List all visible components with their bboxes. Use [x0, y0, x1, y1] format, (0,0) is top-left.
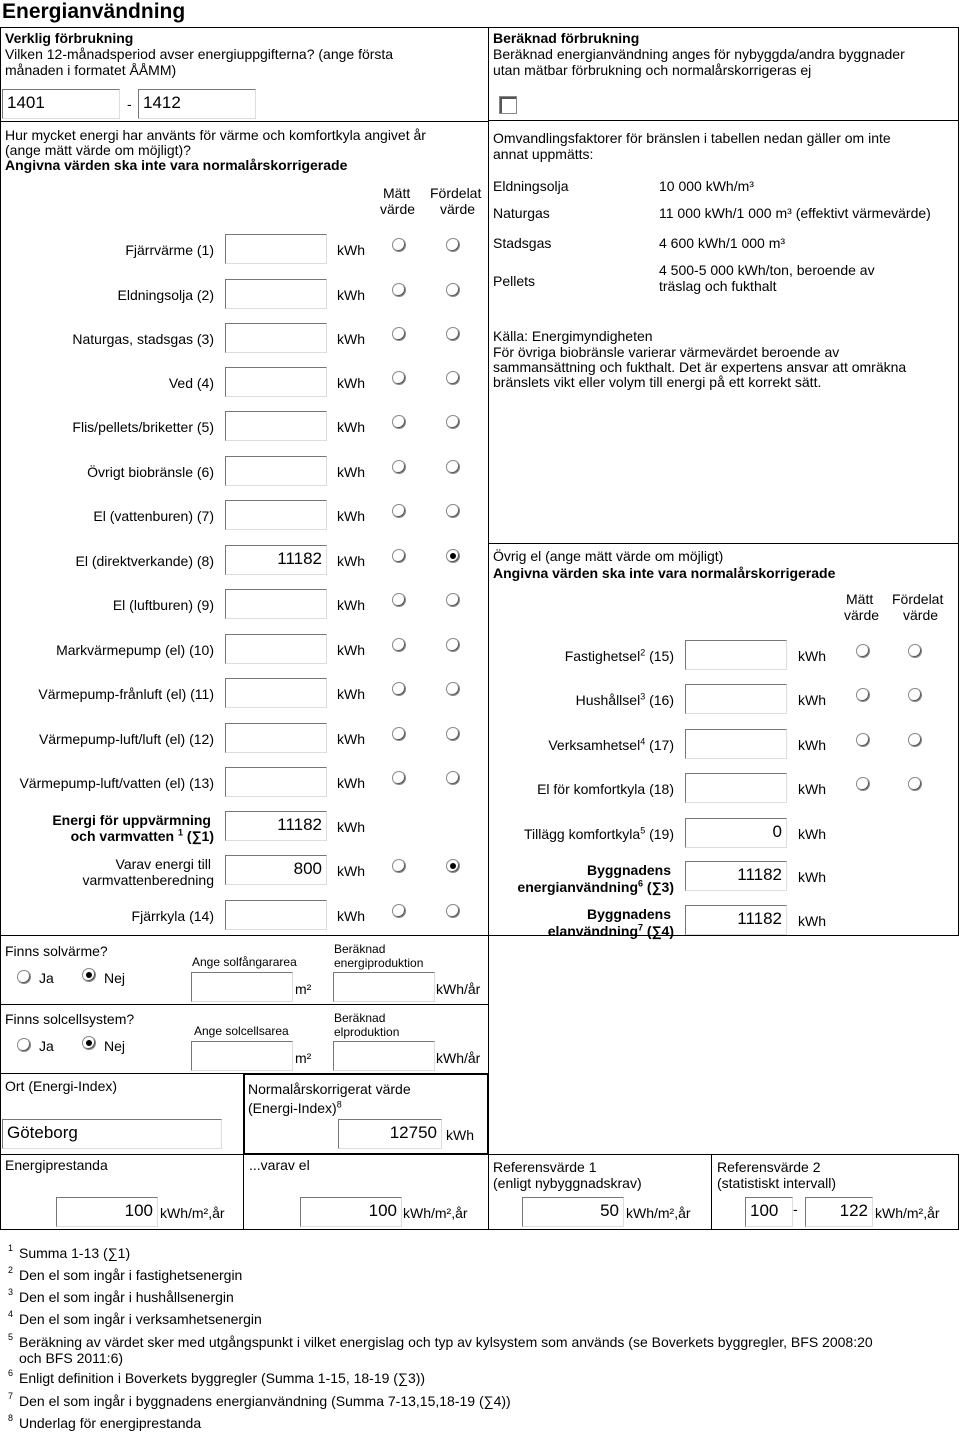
distributed-radio[interactable] [908, 688, 922, 702]
measured-radio[interactable] [856, 688, 870, 702]
col-measured: Mätt [383, 185, 411, 201]
measured-radio[interactable] [392, 727, 406, 741]
pv-question: Finns solcellsystem? [5, 1011, 135, 1027]
usage-question-2: (ange mätt värde om möjligt)? [5, 142, 191, 158]
pv-area-input[interactable] [191, 1041, 293, 1071]
ref1-unit: kWh/m²,år [626, 1205, 691, 1221]
building-el-label-2: elanvändning$^7$ (∑4) [547, 922, 674, 939]
other-row-label: Verksamhetsel$^4$ (17) [548, 736, 674, 753]
comfort-cooling-label: Tillägg komfortkyla$^5$ (19) [524, 825, 674, 842]
ref1-value: 50 [522, 1197, 624, 1227]
distributed-radio[interactable] [446, 371, 460, 385]
row-label: Övrigt biobränsle (6) [87, 464, 214, 480]
performance-el-label: ...varav el [249, 1157, 310, 1173]
pv-no-radio[interactable] [82, 1036, 96, 1050]
other-el-heading: Övrig el (ange mätt värde om möjligt) [493, 548, 724, 564]
col-distributed: Fördelat [430, 185, 482, 201]
other-el-note: Angivna värden ska inte vara normalårskorrigerade [493, 565, 836, 581]
pv-no-label: Nej [104, 1038, 126, 1054]
hotwater-value-input[interactable]: 800 [225, 855, 327, 885]
pv-yes-label: Ja [39, 1038, 54, 1054]
measured-radio[interactable] [392, 549, 406, 563]
pv-yes-radio[interactable] [17, 1038, 31, 1052]
distributed-radio[interactable] [446, 727, 460, 741]
source-line: Källa: Energimyndigheten [493, 328, 653, 344]
unit-label: kWh [337, 331, 365, 347]
solar-heat-yes-label: Ja [39, 970, 54, 986]
usage-note: Angivna värden ska inte vara normalårskorrigerade [5, 157, 348, 173]
measured-radio[interactable] [392, 593, 406, 607]
cooling-value-input[interactable] [225, 900, 327, 930]
page-title: Energianvändning [2, 0, 186, 23]
sum-heating-value: 11182 [225, 811, 327, 841]
row-label: Flis/pellets/briketter (5) [72, 419, 214, 435]
normal-year-label-2: (Energi-Index)$^8$ [248, 1099, 342, 1116]
building-el-label: Byggnadens [586, 906, 671, 922]
sum-heating-label: Energi för uppvärmning [52, 812, 211, 828]
unit-label: kWh [337, 819, 365, 835]
distributed-radio[interactable] [908, 733, 922, 747]
ref2-to-value: 122 [805, 1197, 873, 1227]
factor-value-2: träslag och fukthalt [659, 278, 777, 294]
row-value-input[interactable] [225, 767, 327, 797]
comfort-cooling-input[interactable]: 0 [685, 818, 787, 848]
unit-label: kWh [798, 781, 826, 797]
source-line: För övriga biobränsle varierar värmevärdet beroende av [493, 344, 840, 360]
ref1-label-2: (enligt nybyggnadskrav) [493, 1175, 642, 1191]
pv-prod-input[interactable] [333, 1041, 435, 1071]
distributed-radio[interactable] [446, 460, 460, 474]
building-energy-label: Byggnadens [586, 862, 671, 878]
unit-label: kWh [337, 686, 365, 702]
row-value-input[interactable] [225, 279, 327, 309]
other-row-label: Fastighetsel$^2$ (15) [564, 647, 674, 664]
calculated-desc-2: utan mätbar förbrukning och normalårskorrigeras ej [493, 62, 812, 78]
unit-label: kWh [798, 826, 826, 842]
performance-el-value: 100 [300, 1197, 402, 1227]
unit-label: kWh [337, 642, 365, 658]
pv-area-label: Ange solcellsarea [194, 1024, 289, 1038]
sum-heating-label-2: och varmvatten $^1$ (∑1) [70, 827, 214, 844]
row-value-input[interactable] [225, 323, 327, 353]
building-energy-value: 11182 [685, 861, 787, 891]
unit-label: kWh [337, 242, 365, 258]
distributed-radio[interactable] [908, 777, 922, 791]
unit-label: kWh [337, 775, 365, 791]
period-from-input[interactable]: 1401 [2, 89, 120, 119]
measured-radio[interactable] [392, 504, 406, 518]
solar-prod-unit: kWh/år [436, 981, 481, 997]
unit-label: kWh [337, 597, 365, 613]
row-label: El (luftburen) (9) [112, 597, 214, 613]
unit-label: kWh [337, 419, 365, 435]
measured-radio[interactable] [392, 682, 406, 696]
cooling-measured-radio[interactable] [392, 904, 406, 918]
solar-area-label: Ange solfångararea [192, 955, 297, 969]
pv-prod-unit: kWh/år [436, 1050, 481, 1066]
location-input[interactable]: Göteborg [2, 1119, 222, 1149]
row-label: Värmepump-frånluft (el) (11) [38, 686, 214, 702]
other-row-input[interactable] [685, 684, 787, 714]
solar-prod-label-2: energiproduktion [334, 956, 424, 970]
row-value-input[interactable] [225, 411, 327, 441]
unit-label: kWh [337, 375, 365, 391]
source-line: bränslets vikt eller volym till energi på ett korrekt sätt. [493, 374, 822, 390]
unit-label: kWh [337, 731, 365, 747]
building-el-value: 11182 [685, 905, 787, 935]
row-label: Markvärmepump (el) (10) [56, 642, 214, 658]
row-value-input[interactable] [225, 234, 327, 264]
distributed-radio[interactable] [446, 638, 460, 652]
ref2-label-2: (statistiskt intervall) [717, 1175, 837, 1191]
solar-area-input[interactable] [191, 972, 293, 1002]
pv-area-unit: m² [295, 1050, 312, 1066]
row-value-input[interactable] [225, 634, 327, 664]
solar-heat-no-radio[interactable] [82, 968, 96, 982]
source-line: sammansättning och fukthalt. Det är expertens ansvar att omräkna [493, 359, 907, 375]
measured-radio[interactable] [392, 771, 406, 785]
factor-fuel: Pellets [493, 273, 536, 289]
unit-label: kWh [337, 287, 365, 303]
other-col-measured: Mätt [846, 591, 874, 607]
factor-fuel: Eldningsolja [493, 178, 569, 194]
row-label: Naturgas, stadsgas (3) [72, 331, 214, 347]
period-question: Vilken 12-månadsperiod avser energiuppgifterna? (ange första [5, 46, 394, 62]
measured-radio[interactable] [392, 327, 406, 341]
row-value-input[interactable] [225, 589, 327, 619]
row-value-input[interactable] [225, 678, 327, 708]
normal-year-label: Normalårskorrigerat värde [248, 1081, 411, 1097]
factors-intro: Omvandlingsfaktorer för bränslen i tabellen nedan gäller om inte [493, 130, 891, 146]
cooling-label: Fjärrkyla (14) [131, 908, 214, 924]
performance-label: Energiprestanda [5, 1157, 108, 1173]
row-label: Eldningsolja (2) [117, 287, 214, 303]
unit-label: kWh [798, 737, 826, 753]
row-label: Fjärrvärme (1) [125, 242, 214, 258]
period-to-input[interactable]: 1412 [138, 89, 256, 119]
period-question-2: månaden i formatet ÅÅMM) [5, 62, 177, 78]
hotwater-label: Varav energi till [115, 856, 211, 872]
ref2-unit: kWh/m²,år [875, 1205, 940, 1221]
hotwater-measured-radio[interactable] [392, 859, 406, 873]
unit-label: kWh [798, 913, 826, 929]
building-energy-label-2: energianvändning$^6$ (∑3) [517, 878, 674, 895]
measured-radio[interactable] [392, 238, 406, 252]
unit-label: kWh [337, 863, 365, 879]
row-label: El (vattenburen) (7) [93, 508, 214, 524]
measured-radio[interactable] [856, 777, 870, 791]
row-label: Värmepump-luft/luft (el) (12) [38, 731, 214, 747]
ref2-separator: - [793, 1201, 798, 1217]
ref1-label: Referensvärde 1 [493, 1159, 597, 1175]
unit-label: kWh [798, 692, 826, 708]
other-row-input[interactable] [685, 640, 787, 670]
factor-value: 11 000 kWh/1 000 m³ (effektivt värmevärde) [659, 205, 931, 221]
solar-prod-input[interactable] [333, 972, 435, 1002]
calculated-heading: Beräknad förbrukning [493, 30, 640, 46]
measured-radio[interactable] [392, 371, 406, 385]
measured-radio[interactable] [856, 644, 870, 658]
pv-prod-label-2: elproduktion [334, 1025, 400, 1039]
ref2-label: Referensvärde 2 [717, 1159, 821, 1175]
solar-heat-yes-radio[interactable] [17, 970, 31, 984]
other-row-input[interactable] [685, 729, 787, 759]
distributed-radio[interactable] [446, 682, 460, 696]
calculated-desc: Beräknad energianvändning anges för nybyggda/andra byggnader [493, 46, 905, 62]
factors-intro-2: annat uppmätts: [493, 146, 594, 162]
actual-heading: Verklig förbrukning [5, 30, 134, 46]
row-label: Värmepump-luft/vatten (el) (13) [19, 775, 214, 791]
row-value-input[interactable] [225, 723, 327, 753]
distributed-radio[interactable] [446, 771, 460, 785]
row-label: El (direktverkande) (8) [75, 553, 214, 569]
period-separator: - [127, 96, 132, 112]
divider [0, 121, 489, 122]
row-value-input[interactable] [225, 367, 327, 397]
factor-fuel: Naturgas [493, 205, 550, 221]
performance-value: 100 [56, 1197, 158, 1227]
measured-radio[interactable] [392, 283, 406, 297]
distributed-radio[interactable] [446, 593, 460, 607]
location-label: Ort (Energi-Index) [5, 1078, 118, 1094]
other-col-distributed-2: värde [903, 607, 939, 623]
solar-area-unit: m² [295, 981, 312, 997]
factor-value: 4 500-5 000 kWh/ton, beroende av [659, 262, 875, 278]
distributed-radio[interactable] [446, 283, 460, 297]
unit-label: kWh [798, 869, 826, 885]
row-value-input[interactable] [225, 500, 327, 530]
measured-radio[interactable] [392, 638, 406, 652]
performance-el-unit: kWh/m²,år [403, 1205, 468, 1221]
distributed-radio[interactable] [446, 238, 460, 252]
unit-label: kWh [798, 648, 826, 664]
distributed-radio[interactable] [446, 504, 460, 518]
measured-radio[interactable] [856, 733, 870, 747]
pv-prod-label: Beräknad [334, 1011, 386, 1025]
unit-label: kWh [337, 508, 365, 524]
normal-year-value: 12750 [338, 1119, 442, 1149]
solar-heat-question: Finns solvärme? [5, 943, 108, 959]
other-row-label: Hushållsel$^3$ (16) [575, 691, 674, 708]
other-col-measured-2: värde [844, 607, 880, 623]
solar-heat-no-label: Nej [104, 970, 126, 986]
col-distributed-2: värde [440, 201, 476, 217]
unit-label: kWh [337, 464, 365, 480]
hotwater-distributed-radio[interactable] [446, 859, 460, 873]
other-row-input[interactable] [685, 773, 787, 803]
distributed-radio[interactable] [446, 549, 460, 563]
solar-prod-label: Beräknad [334, 942, 386, 956]
other-row-label: El för komfortkyla (18) [537, 781, 674, 797]
distributed-radio[interactable] [446, 327, 460, 341]
distributed-radio[interactable] [446, 415, 460, 429]
factor-value: 10 000 kWh/m³ [659, 178, 754, 194]
factor-value: 4 600 kWh/1 000 m³ [659, 235, 786, 251]
measured-radio[interactable] [392, 460, 406, 474]
calculated-checkbox[interactable] [499, 96, 517, 114]
unit-label: kWh [337, 553, 365, 569]
row-value-input[interactable] [225, 456, 327, 486]
distributed-radio[interactable] [908, 644, 922, 658]
factor-fuel: Stadsgas [493, 235, 552, 251]
hotwater-label-2: varmvattenberedning [82, 872, 214, 888]
row-label: Ved (4) [168, 375, 214, 391]
row-value-input[interactable]: 11182 [225, 545, 327, 575]
unit-label: kWh [337, 908, 365, 924]
normal-year-unit: kWh [446, 1127, 474, 1143]
col-measured-2: värde [380, 201, 416, 217]
measured-radio[interactable] [392, 415, 406, 429]
other-col-distributed: Fördelat [892, 591, 944, 607]
usage-question: Hur mycket energi har använts för värme och komfortkyla angivet år [5, 127, 426, 143]
performance-unit: kWh/m²,år [160, 1205, 225, 1221]
ref2-from-value: 100 [745, 1197, 793, 1227]
cooling-distributed-radio[interactable] [446, 904, 460, 918]
